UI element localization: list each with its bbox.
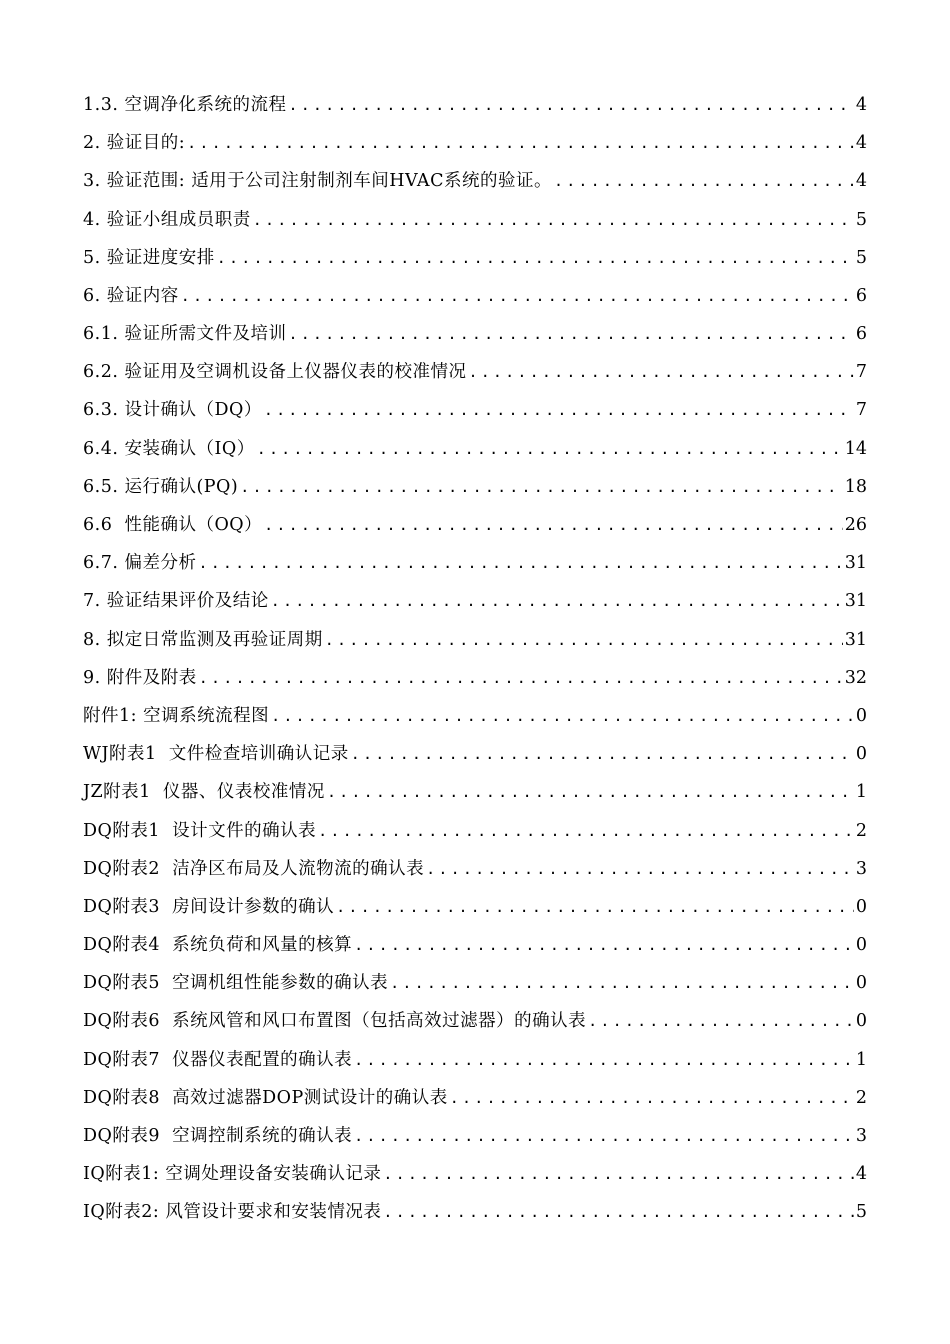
toc-page-number: 0: [855, 973, 867, 994]
toc-entry-title: DQ附表2 洁净区布局及人流物流的确认表: [83, 858, 425, 879]
toc-dot-leader: [325, 621, 843, 659]
toc-entry-title: DQ附表8 高效过滤器DOP测试设计的确认表: [83, 1087, 448, 1108]
toc-entry[interactable]: [83, 544, 867, 582]
toc-entry-title: 9. 附件及附表: [83, 667, 197, 688]
toc-entry[interactable]: [83, 315, 867, 353]
toc-dot-leader: [181, 277, 854, 315]
toc-entry[interactable]: [83, 888, 867, 926]
toc-page-number: 4: [855, 94, 867, 115]
toc-entry[interactable]: [83, 1117, 867, 1155]
toc-entry-title: 7. 验证结果评价及结论: [83, 591, 269, 612]
toc-dot-leader: [354, 926, 854, 964]
toc-page-number: 6: [855, 285, 867, 306]
toc-entry[interactable]: [83, 621, 867, 659]
toc-page-number: 5: [855, 1202, 867, 1223]
toc-dot-leader: [383, 1155, 854, 1193]
toc-entry-title: DQ附表4 系统负荷和风量的核算: [83, 935, 353, 956]
toc-page-number: 0: [855, 705, 867, 726]
toc-entry-title: DQ附表1 设计文件的确认表: [83, 820, 317, 841]
toc-entry-title: DQ附表7 仪器仪表配置的确认表: [83, 1049, 353, 1070]
toc-entry-title: 6.7. 偏差分析: [83, 553, 197, 574]
toc-dot-leader: [288, 86, 853, 124]
toc-page-number: 26: [844, 515, 867, 536]
toc-dot-leader: [450, 1079, 854, 1117]
toc-page-number: 4: [855, 171, 867, 192]
toc-page-number: 7: [855, 362, 867, 383]
toc-page-number: 31: [844, 591, 867, 612]
toc-page-number: 4: [855, 133, 867, 154]
toc-dot-leader: [198, 544, 842, 582]
toc-entry-title: 6. 验证内容: [83, 285, 179, 306]
toc-entry[interactable]: [83, 1003, 867, 1041]
toc-page-number: 32: [844, 667, 867, 688]
toc-entry-title: DQ附表9 空调控制系统的确认表: [83, 1126, 353, 1147]
toc-page-number: 4: [855, 1164, 867, 1185]
toc-entry[interactable]: [83, 773, 867, 811]
toc-entry-title: 5. 验证进度安排: [83, 247, 215, 268]
toc-entry[interactable]: [83, 392, 867, 430]
toc-dot-leader: [318, 812, 854, 850]
toc-page-number: 1: [855, 1049, 867, 1070]
toc-dot-leader: [426, 850, 854, 888]
toc-entry[interactable]: [83, 697, 867, 735]
toc-entry-title: 6.2. 验证用及空调机设备上仪器仪表的校准情况: [83, 362, 467, 383]
toc-dot-leader: [351, 735, 854, 773]
toc-page-number: 0: [855, 744, 867, 765]
toc-page-number: 3: [855, 858, 867, 879]
toc-dot-leader: [554, 162, 854, 200]
toc-entry[interactable]: [83, 1155, 867, 1193]
toc-entry[interactable]: [83, 812, 867, 850]
toc-entry-title: 6.6 性能确认（OQ）: [83, 515, 263, 536]
toc-entry-title: JZ附表1 仪器、仪表校准情况: [83, 782, 325, 803]
toc-entry[interactable]: [83, 353, 867, 391]
toc-dot-leader: [354, 1117, 854, 1155]
toc-entry[interactable]: [83, 582, 867, 620]
toc-dot-leader: [271, 697, 854, 735]
toc-entry[interactable]: [83, 162, 867, 200]
toc-entry[interactable]: [83, 1079, 867, 1117]
toc-entry-title: 2. 验证目的:: [83, 133, 186, 154]
toc-entry-title: IQ附表2: 风管设计要求和安装情况表: [83, 1202, 382, 1223]
toc-dot-leader: [240, 468, 842, 506]
toc-dot-leader: [288, 315, 853, 353]
toc-page-number: 0: [855, 896, 867, 917]
toc-dot-leader: [199, 659, 843, 697]
toc-entry[interactable]: [83, 277, 867, 315]
toc-dot-leader: [257, 430, 843, 468]
toc-page-number: 0: [855, 1011, 867, 1032]
toc-dot-leader: [390, 964, 854, 1002]
toc-entry-title: 附件1: 空调系统流程图: [83, 705, 270, 726]
toc-entry-title: 6.1. 验证所需文件及培训: [83, 324, 287, 345]
toc-entry-title: 1.3. 空调净化系统的流程: [83, 94, 287, 115]
toc-dot-leader: [217, 239, 854, 277]
toc-entry-title: 4. 验证小组成员职责: [83, 209, 251, 230]
toc-dot-leader: [187, 124, 854, 162]
toc-dot-leader: [336, 888, 854, 926]
toc-dot-leader: [253, 201, 854, 239]
toc-entry[interactable]: [83, 735, 867, 773]
toc-entry[interactable]: [83, 659, 867, 697]
toc-entry-title: DQ附表6 系统风管和风口布置图（包括高效过滤器）的确认表: [83, 1011, 587, 1032]
toc-page-number: 18: [844, 476, 867, 497]
toc-entry[interactable]: [83, 1041, 867, 1079]
toc-page-number: 31: [844, 629, 867, 650]
toc-page-number: 0: [855, 935, 867, 956]
toc-dot-leader: [271, 582, 843, 620]
toc-entry[interactable]: [83, 239, 867, 277]
toc-entry-title: 8. 拟定日常监测及再验证周期: [83, 629, 323, 650]
toc-page-number: 3: [855, 1126, 867, 1147]
toc-dot-leader: [327, 773, 854, 811]
toc-entry-title: WJ附表1 文件检查培训确认记录: [83, 744, 349, 765]
toc-page-number: 1: [855, 782, 867, 803]
toc-dot-leader: [354, 1041, 854, 1079]
toc-entry-title: 3. 验证范围: 适用于公司注射制剂车间HVAC系统的验证。: [83, 171, 552, 192]
toc-entry-title: DQ附表3 房间设计参数的确认: [83, 896, 335, 917]
toc-page-number: 5: [855, 247, 867, 268]
toc-dot-leader: [264, 506, 843, 544]
toc-entry[interactable]: [83, 86, 867, 124]
toc-page-number: 5: [855, 209, 867, 230]
toc-entry-title: 6.5. 运行确认(PQ): [83, 476, 239, 497]
toc-entry-title: 6.4. 安装确认（IQ）: [83, 438, 255, 459]
toc-dot-leader: [468, 353, 853, 391]
toc-page-number: 7: [855, 400, 867, 421]
toc-page-number: 2: [855, 1087, 867, 1108]
toc-entry[interactable]: [83, 926, 867, 964]
toc-entry-title: 6.3. 设计确认（DQ）: [83, 400, 262, 421]
toc-page-number: 14: [844, 438, 867, 459]
toc-page-number: 2: [855, 820, 867, 841]
toc-dot-leader: [264, 391, 854, 429]
toc-entry-title: DQ附表5 空调机组性能参数的确认表: [83, 973, 389, 994]
table-of-contents: [83, 86, 867, 1232]
toc-entry-title: IQ附表1: 空调处理设备安装确认记录: [83, 1164, 382, 1185]
toc-entry[interactable]: [83, 468, 867, 506]
toc-dot-leader: [383, 1193, 854, 1231]
toc-entry[interactable]: [83, 1193, 867, 1231]
toc-entry[interactable]: [83, 964, 867, 1002]
toc-entry[interactable]: [83, 201, 867, 239]
toc-dot-leader: [588, 1002, 854, 1040]
toc-entry[interactable]: [83, 506, 867, 544]
toc-page-number: 6: [855, 324, 867, 345]
toc-entry[interactable]: [83, 430, 867, 468]
toc-page-number: 31: [844, 553, 867, 574]
toc-entry[interactable]: [83, 124, 867, 162]
toc-entry[interactable]: [83, 850, 867, 888]
